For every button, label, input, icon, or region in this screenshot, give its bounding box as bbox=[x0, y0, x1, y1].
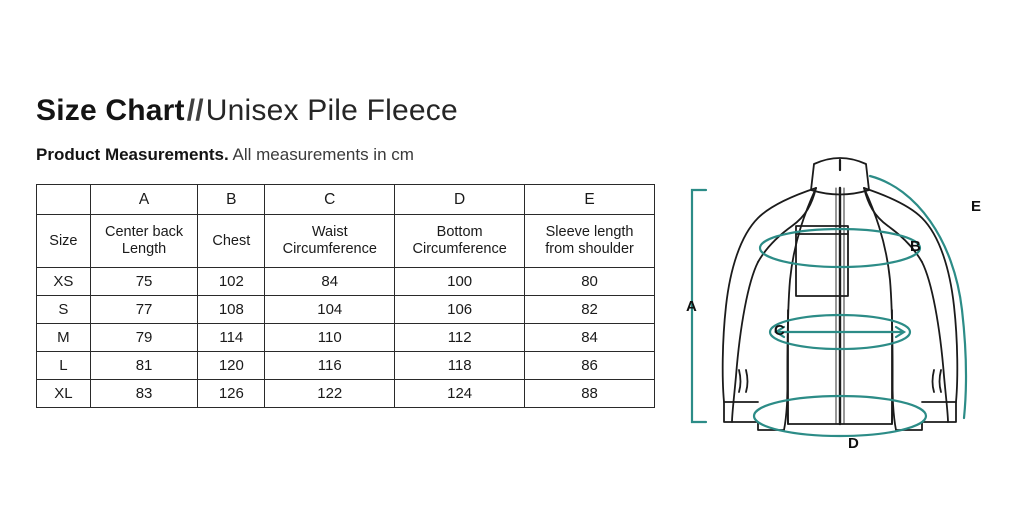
header-cell-e-line1: Sleeve length bbox=[545, 224, 634, 240]
cell-c: 84 bbox=[265, 268, 395, 296]
letter-cell-empty bbox=[37, 185, 91, 215]
cell-b: 108 bbox=[198, 296, 265, 324]
right-cuff-detail-2 bbox=[940, 370, 942, 392]
measure-label-d: D bbox=[848, 435, 859, 452]
measure-label-a: A bbox=[686, 298, 697, 315]
cell-size: XL bbox=[37, 380, 91, 408]
letter-cell-c: C bbox=[265, 185, 395, 215]
header-cell-c-line1: Waist bbox=[311, 224, 348, 240]
header-cell-a-line2: Length bbox=[121, 241, 167, 257]
measure-label-b: B bbox=[910, 238, 921, 255]
cell-a: 81 bbox=[90, 352, 198, 380]
page-title-separator: // bbox=[186, 94, 204, 127]
page-title-strong: Size Chart bbox=[36, 94, 185, 127]
left-cuff-detail-2 bbox=[746, 370, 748, 392]
cell-d: 112 bbox=[395, 324, 525, 352]
table-header-row bbox=[37, 215, 655, 268]
letter-cell-e: E bbox=[525, 185, 655, 215]
cell-b: 114 bbox=[198, 324, 265, 352]
header-cell-b: Chest bbox=[198, 215, 265, 268]
page-subtitle-light: All measurements in cm bbox=[232, 145, 414, 164]
header-cell-c-line2: Circumference bbox=[282, 241, 377, 257]
cell-size: M bbox=[37, 324, 91, 352]
header-cell-d-line1: Bottom bbox=[436, 224, 483, 240]
table-row bbox=[37, 268, 655, 296]
cell-b: 126 bbox=[198, 380, 265, 408]
cell-e: 86 bbox=[525, 352, 655, 380]
table-row bbox=[37, 352, 655, 380]
cell-c: 122 bbox=[265, 380, 395, 408]
cell-size: XS bbox=[37, 268, 91, 296]
left-cuff-detail bbox=[739, 370, 741, 392]
header-cell-a-line1: Center back bbox=[104, 224, 184, 240]
page-title bbox=[36, 92, 666, 130]
header-cell-d bbox=[395, 215, 525, 268]
left-front-panel bbox=[787, 188, 816, 424]
cell-b: 102 bbox=[198, 268, 265, 296]
cell-e: 80 bbox=[525, 268, 655, 296]
cell-a: 77 bbox=[90, 296, 198, 324]
cell-c: 104 bbox=[265, 296, 395, 324]
garment-illustration bbox=[666, 130, 1014, 470]
cell-e: 84 bbox=[525, 324, 655, 352]
table-row bbox=[37, 324, 655, 352]
right-cuff-detail bbox=[933, 370, 935, 392]
cell-d: 124 bbox=[395, 380, 525, 408]
letter-cell-d: D bbox=[395, 185, 525, 215]
cell-size: L bbox=[37, 352, 91, 380]
cell-c: 116 bbox=[265, 352, 395, 380]
cell-a: 83 bbox=[90, 380, 198, 408]
left-sleeve-outline bbox=[732, 262, 758, 422]
header-cell-a bbox=[90, 215, 198, 268]
cell-d: 106 bbox=[395, 296, 525, 324]
table-row bbox=[37, 380, 655, 408]
cell-e: 82 bbox=[525, 296, 655, 324]
page-subtitle-strong: Product Measurements. bbox=[36, 145, 229, 164]
table-row bbox=[37, 296, 655, 324]
text-and-table-column bbox=[36, 92, 666, 408]
measure-e-sleeve-curve bbox=[870, 176, 966, 418]
measure-label-e: E bbox=[971, 198, 982, 215]
letter-cell-a: A bbox=[90, 185, 198, 215]
right-sleeve-outline bbox=[922, 262, 948, 422]
cell-a: 75 bbox=[90, 268, 198, 296]
header-cell-e-line2: from shoulder bbox=[545, 241, 634, 257]
table-letter-row bbox=[37, 185, 655, 215]
cell-c: 110 bbox=[265, 324, 395, 352]
page-subtitle bbox=[36, 144, 666, 166]
cell-e: 88 bbox=[525, 380, 655, 408]
measure-label-c: C bbox=[774, 322, 785, 339]
header-cell-size: Size bbox=[37, 215, 91, 268]
header-cell-e bbox=[525, 215, 655, 268]
page-title-light: Unisex Pile Fleece bbox=[205, 94, 458, 127]
cell-d: 100 bbox=[395, 268, 525, 296]
cell-d: 118 bbox=[395, 352, 525, 380]
cell-a: 79 bbox=[90, 324, 198, 352]
header-cell-d-line2: Circumference bbox=[412, 241, 507, 257]
cell-b: 120 bbox=[198, 352, 265, 380]
fleece-jacket-diagram bbox=[666, 130, 1014, 470]
cell-size: S bbox=[37, 296, 91, 324]
size-measurement-table bbox=[36, 184, 655, 408]
header-cell-c bbox=[265, 215, 395, 268]
right-front-panel bbox=[864, 188, 893, 424]
letter-cell-b: B bbox=[198, 185, 265, 215]
